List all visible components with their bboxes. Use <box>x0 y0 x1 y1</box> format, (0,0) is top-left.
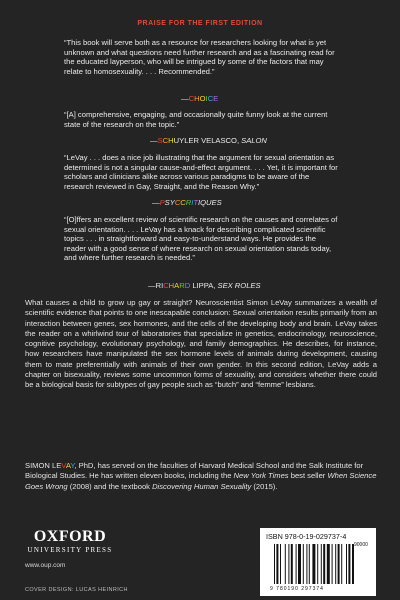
barcode-bar <box>327 544 330 584</box>
quote-4: “[O]ffers an excellent review of scientific research on the causes and correlates of sexual orientation. . . . LeVay has a knack for describing complicated scientific topics . . . in straightforward and easy-to-understand ways. He provides the reader with a good sense of where research on sexual orientation stands today, and where further research is needed.” <box>64 215 338 263</box>
author-bio: SIMON LEVAY, PhD, has served on the faculties of Harvard Medical School and the Salk Institute for Biological Studies. He has written eleven books, including the New York Times best seller When Science Goes Wrong (2008) and the textbook Discovering Human Sexuality (2015). <box>25 461 377 491</box>
barcode-bar <box>298 544 301 584</box>
quote-4-attribution: —RICHARD LIPPA, SEX ROLES <box>148 281 261 290</box>
ean-number: 9 780190 297374 <box>270 586 324 592</box>
quote-3-attribution: —PSYCCRITIQUES <box>152 198 222 207</box>
quote-2-attribution: —SCHUYLER VELASCO, SALON <box>150 136 267 145</box>
barcode-bar <box>276 544 278 584</box>
barcode-bar <box>332 544 333 584</box>
quote-2: “[A] comprehensive, engaging, and occasionally quite funny look at the current state of the research on the topic.” <box>64 110 328 129</box>
barcode-bar <box>285 544 286 584</box>
barcode-bar <box>352 544 354 584</box>
barcode-bar <box>323 544 325 584</box>
publisher-url: www.oup.com <box>25 562 66 569</box>
barcode-bar <box>303 544 304 584</box>
barcode-bar <box>317 544 318 584</box>
quote-3: “LeVay . . . does a nice job illustrating that the argument for sexual orientation as determined is not a singular cause-and-effect argument. . . . Yet, it is important for scholars and clinicians alike across various paradigms to be aware of the research reviewed in Gay, Straight, and the Reason Why.” <box>64 153 338 191</box>
isbn-text: ISBN 978-0-19-029737-4 <box>266 532 347 541</box>
book-description: What causes a child to grow up gay or straight? Neuroscientist Simon LeVay summarizes a wealth of scientific evidence that points to one inescapable conclusion: Sexual orientation results primarily from an interaction between genes, sex hormones, and the cells of the developing body and brain. LeVay takes the reader on a whirlwind tour of laboratories that specialize in genetics, endocrinology, neuroscience, cognitive psychology, evolutionary psychology, and family demographics. He describes, for instance, how researchers have manipulated the sex hormone levels of animals during development, causing them to mate preferentially with animals of their own gender. In this second edition, LeVay adds a chapter on bisexuality, reviews some uncommon forms of sexuality, and considers whether there could be a biological basis for subtypes of gay people such as “butch” and “femme” lesbians. <box>25 298 377 390</box>
barcode-bar <box>348 544 350 584</box>
barcode-bar <box>291 544 293 584</box>
quote-1: “This book will serve both as a resource for researchers looking for what is yet unknown and what questions need further research and as a fascinating read for the educated layperson, who will be intrigued by some of the factors that may relate to homosexuality. . . . Recommended.” <box>64 38 335 76</box>
barcode-bar <box>296 544 297 584</box>
barcode-bar <box>309 544 310 584</box>
quote-1-attribution: —CHOICE <box>181 94 219 103</box>
barcode-bar <box>306 544 307 584</box>
praise-heading: PRAISE FOR THE FIRST EDITION <box>137 20 263 27</box>
barcode-image <box>274 544 374 584</box>
barcode-bar <box>274 544 275 584</box>
publisher-logo: OXFORD UNIVERSITY PRESS <box>27 528 113 554</box>
barcode-box <box>260 528 376 596</box>
barcode-bar <box>338 544 340 584</box>
barcode-bar <box>341 544 342 584</box>
barcode-bar <box>335 544 336 584</box>
cover-design-credit: COVER DESIGN: LUCAS HEINRICH <box>25 587 128 593</box>
barcode-bar <box>321 544 322 584</box>
barcode-bar <box>312 544 315 584</box>
barcode-bar <box>346 544 347 584</box>
price-code: 90000 <box>354 542 368 548</box>
barcode-bar <box>288 544 289 584</box>
barcode-bar <box>280 544 281 584</box>
